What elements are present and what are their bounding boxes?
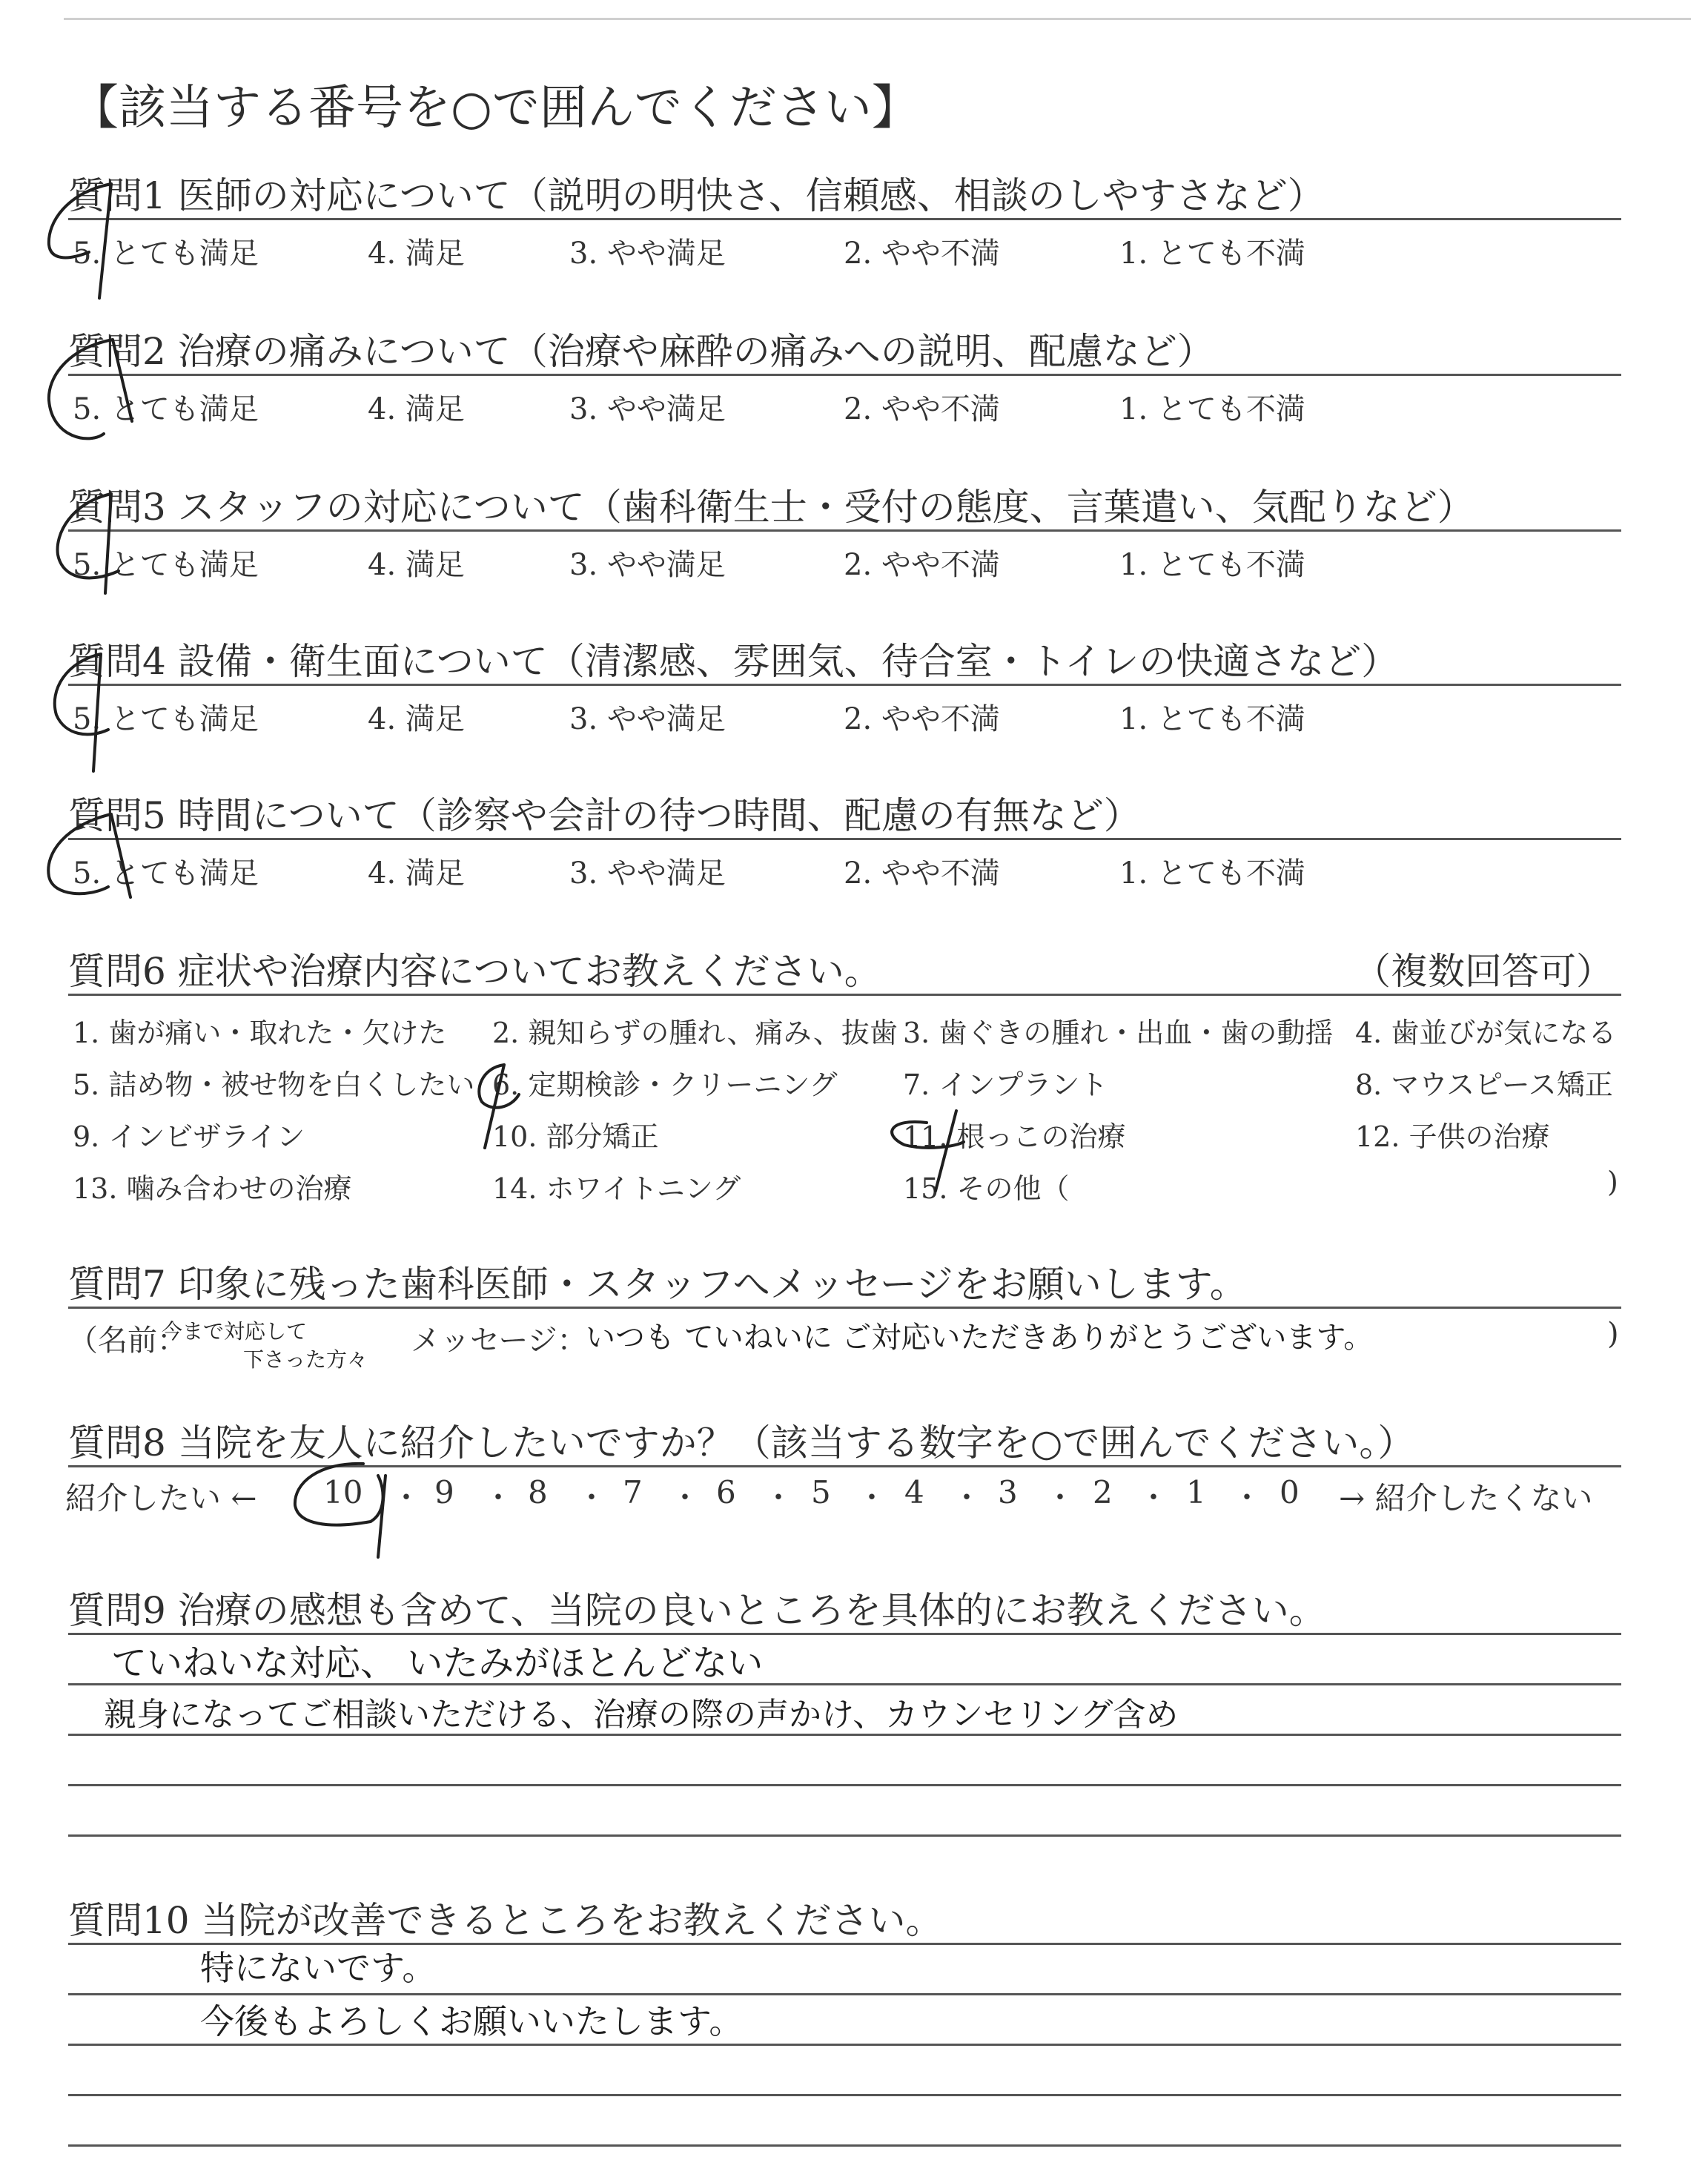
q8-separator: ・ [857,1481,887,1515]
q2-option-3[interactable]: 3. やや満足 [569,392,726,426]
q6-multiple-note: （複数回答可） [1354,950,1613,993]
q5-option-3[interactable]: 3. やや満足 [569,856,726,891]
q8-scale-1[interactable]: 1 [1186,1474,1206,1510]
q2-option-2[interactable]: 2. やや不満 [844,392,1000,426]
q5-option-2[interactable]: 2. やや不満 [844,856,1000,891]
q8-separator: ・ [670,1481,700,1515]
q8-scale-3[interactable]: 3 [998,1474,1018,1510]
q5-rule [68,838,1621,840]
q2-option-1[interactable]: 1. とても不満 [1119,392,1305,426]
q4-option-1[interactable]: 1. とても不満 [1119,702,1305,736]
q2-rule [68,374,1621,376]
q10-title: 質問10 当院が改善できるところをお教えください。 [68,1899,943,1942]
q6-option-11[interactable]: 11. 根っこの治療 [903,1120,1126,1153]
q6-option-2[interactable]: 2. 親知らずの腫れ、痛み、抜歯 [492,1017,898,1049]
q2-title: 質問2 治療の痛みについて（治療や麻酔の痛みへの説明、配慮など） [68,330,1214,373]
q4-rule [68,684,1621,686]
q1-option-4[interactable]: 4. 満足 [368,237,465,271]
q3-option-1[interactable]: 1. とても不満 [1119,548,1305,582]
q8-separator: ・ [577,1481,606,1515]
q3-title: 質問3 スタッフの対応について（歯科衛生士・受付の態度、言葉遣い、気配りなど） [68,486,1474,529]
q10-answer-line-1[interactable]: 特にないです。 [200,1948,437,1988]
q6-option-1[interactable]: 1. 歯が痛い・取れた・欠けた [73,1017,447,1049]
q3-option-3[interactable]: 3. やや満足 [569,548,726,582]
q7-message-label: メッセージ： [411,1324,587,1358]
q10-answer-line [68,2044,1621,2046]
q5-option-4[interactable]: 4. 満足 [368,856,465,891]
q8-title: 質問8 当院を友人に紹介したいですか？（該当する数字を○で囲んでください。） [68,1421,1415,1464]
q1-option-3[interactable]: 3. やや満足 [569,237,726,271]
q8-scale-2[interactable]: 2 [1093,1474,1113,1510]
q4-option-2[interactable]: 2. やや不満 [844,702,1000,736]
q8-scale-10[interactable]: 10 [323,1474,363,1510]
q6-option-8[interactable]: 8. マウスピース矯正 [1355,1069,1613,1101]
q8-scale-0[interactable]: 0 [1280,1474,1300,1510]
q1-option-2[interactable]: 2. やや不満 [844,237,1000,271]
q2-option-4[interactable]: 4. 満足 [368,392,465,426]
q7-close-paren: ) [1607,1317,1619,1351]
q4-title: 質問4 設備・衛生面について（清潔感、雰囲気、待合室・トイレの快適さなど） [68,640,1399,683]
q8-separator: ・ [952,1481,982,1515]
q5-title: 質問5 時間について（診察や会計の待つ時間、配慮の有無など） [68,794,1141,837]
page-title: 【該当する番号を○で囲んでください】 [71,81,919,136]
q6-option-6[interactable]: 6. 定期検診・クリーニング [492,1069,838,1101]
q10-answer-line [68,2094,1621,2096]
q8-right-label: → 紹介したくない [1339,1480,1593,1516]
q9-answer-line [68,1834,1621,1837]
q7-name-value-line2: 下さった方々 [243,1347,368,1372]
q7-name-value[interactable]: 今まで対応して [162,1319,308,1344]
q7-name-label: （名前： [68,1324,187,1358]
q6-option-13[interactable]: 13. 噛み合わせの治療 [73,1172,352,1205]
top-border [64,18,1691,20]
q9-answer-line-2[interactable]: 親身になってご相談いただける、治療の際の声かけ、カウンセリング含め [104,1696,1179,1734]
q8-left-label: 紹介したい ← [65,1480,257,1516]
q8-scale-9[interactable]: 9 [434,1474,454,1510]
q8-rule [68,1465,1621,1467]
q8-scale-6[interactable]: 6 [716,1474,736,1510]
q6-rule [68,994,1621,996]
q6-option-15-close: ) [1607,1166,1618,1198]
q10-answer-line-2[interactable]: 今後もよろしくお願いいたします。 [200,2001,744,2041]
q1-option-5[interactable]: 5. とても満足 [73,237,259,271]
q9-answer-line-1[interactable]: ていねいな対応、 いたみがほとんどない [111,1642,764,1684]
q3-rule [68,529,1621,532]
q6-option-9[interactable]: 9. インビザライン [73,1120,305,1153]
q6-option-15[interactable]: 15. その他（ [903,1172,1070,1205]
q8-separator: ・ [1139,1481,1168,1515]
q6-option-12[interactable]: 12. 子供の治療 [1355,1120,1550,1153]
q6-option-10[interactable]: 10. 部分矯正 [492,1120,659,1153]
q6-option-4[interactable]: 4. 歯並びが気になる [1355,1017,1617,1049]
q8-separator: ・ [483,1481,513,1515]
q5-option-1[interactable]: 1. とても不満 [1119,856,1305,891]
q7-message-value[interactable]: いつも ていねいに ご対応いただきありがとうございます。 [586,1321,1374,1355]
q3-option-5[interactable]: 5. とても満足 [73,548,259,582]
q8-scale-5[interactable]: 5 [811,1474,831,1510]
q6-option-3[interactable]: 3. 歯ぐきの腫れ・出血・歯の動揺 [903,1017,1334,1049]
q4-option-3[interactable]: 3. やや満足 [569,702,726,736]
q8-separator: ・ [764,1481,793,1515]
q6-option-7[interactable]: 7. インプラント [903,1069,1108,1101]
q6-option-5[interactable]: 5. 詰め物・被せ物を白くしたい [73,1069,475,1101]
q8-scale-8[interactable]: 8 [528,1474,548,1510]
q3-option-2[interactable]: 2. やや不満 [844,548,1000,582]
q8-separator: ・ [1045,1481,1075,1515]
q8-separator: ・ [1232,1481,1262,1515]
q9-answer-line [68,1784,1621,1786]
q1-option-1[interactable]: 1. とても不満 [1119,237,1305,271]
q9-title: 質問9 治療の感想も含めて、当院の良いところを具体的にお教えください。 [68,1589,1326,1632]
q4-option-5[interactable]: 5. とても満足 [73,702,259,736]
q8-scale-7[interactable]: 7 [623,1474,643,1510]
q5-option-5[interactable]: 5. とても満足 [73,856,259,891]
q4-option-4[interactable]: 4. 満足 [368,702,465,736]
q8-scale-4[interactable]: 4 [904,1474,924,1510]
q3-option-4[interactable]: 4. 満足 [368,548,465,582]
q1-rule [68,218,1621,220]
q6-title: 質問6 症状や治療内容についてお教えください。 [68,950,881,993]
q1-title: 質問1 医師の対応について（説明の明快さ、信頼感、相談のしやすさなど） [68,174,1325,217]
q7-rule [68,1307,1621,1309]
q6-option-14[interactable]: 14. ホワイトニング [492,1172,741,1205]
q10-answer-line [68,2144,1621,2147]
q2-option-5[interactable]: 5. とても満足 [73,392,259,426]
q8-separator: ・ [391,1481,421,1515]
q7-title: 質問7 印象に残った歯科医師・スタッフへメッセージをお願いします。 [68,1263,1247,1306]
